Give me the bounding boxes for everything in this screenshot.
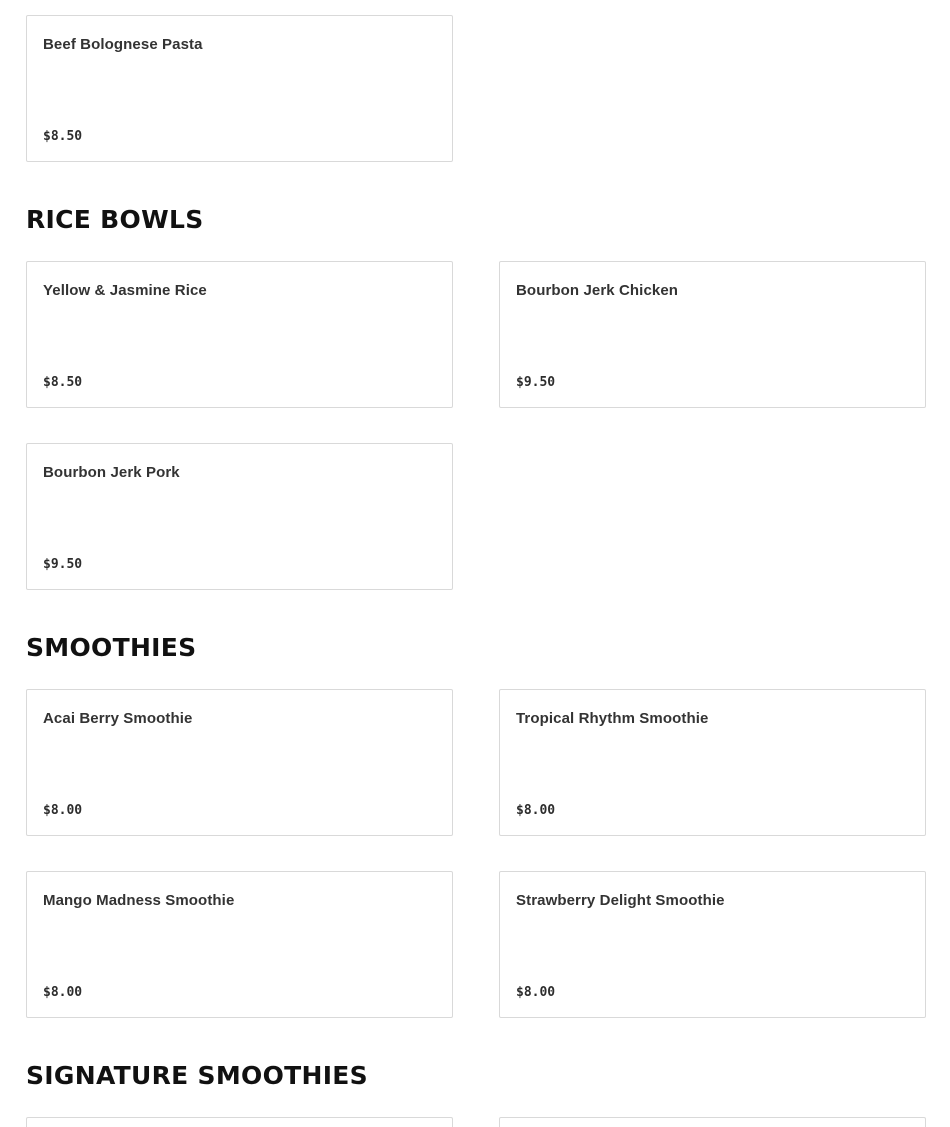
- menu-item-card[interactable]: [26, 15, 453, 162]
- menu-item-price: $9.50: [516, 375, 556, 390]
- menu-item-name: Yellow & Jasmine Rice: [43, 282, 207, 299]
- menu-item-card[interactable]: [499, 871, 926, 1018]
- section-title-signature-smoothies: SIGNATURE SMOOTHIES: [26, 1061, 368, 1090]
- menu-item-card[interactable]: [26, 871, 453, 1018]
- menu-item-price: $8.00: [516, 985, 556, 1000]
- menu-item-name: Tropical Rhythm Smoothie: [516, 710, 709, 727]
- section-title-smoothies: SMOOTHIES: [26, 633, 197, 662]
- menu-item-price: $8.00: [516, 803, 556, 818]
- menu-item-name: Mango Madness Smoothie: [43, 892, 235, 909]
- menu-item-name: Strawberry Delight Smoothie: [516, 892, 725, 909]
- menu-item-card[interactable]: [26, 689, 453, 836]
- menu-item-card[interactable]: [499, 689, 926, 836]
- menu-item-name: Bourbon Jerk Pork: [43, 464, 180, 481]
- menu-item-card[interactable]: [499, 261, 926, 408]
- menu-item-name: Bourbon Jerk Chicken: [516, 282, 679, 299]
- menu-item-name: Beef Bolognese Pasta: [43, 36, 203, 53]
- menu-item-card[interactable]: [26, 261, 453, 408]
- section-title-rice-bowls: RICE BOWLS: [26, 205, 204, 234]
- menu-item-card[interactable]: [26, 443, 453, 590]
- menu-item-name: Acai Berry Smoothie: [43, 710, 193, 727]
- menu-item-price: $8.00: [43, 803, 83, 818]
- menu-item-price: $8.50: [43, 375, 83, 390]
- menu-item-price: $8.50: [43, 129, 83, 144]
- menu-item-price: $8.00: [43, 985, 83, 1000]
- menu-item-price: $9.50: [43, 557, 83, 572]
